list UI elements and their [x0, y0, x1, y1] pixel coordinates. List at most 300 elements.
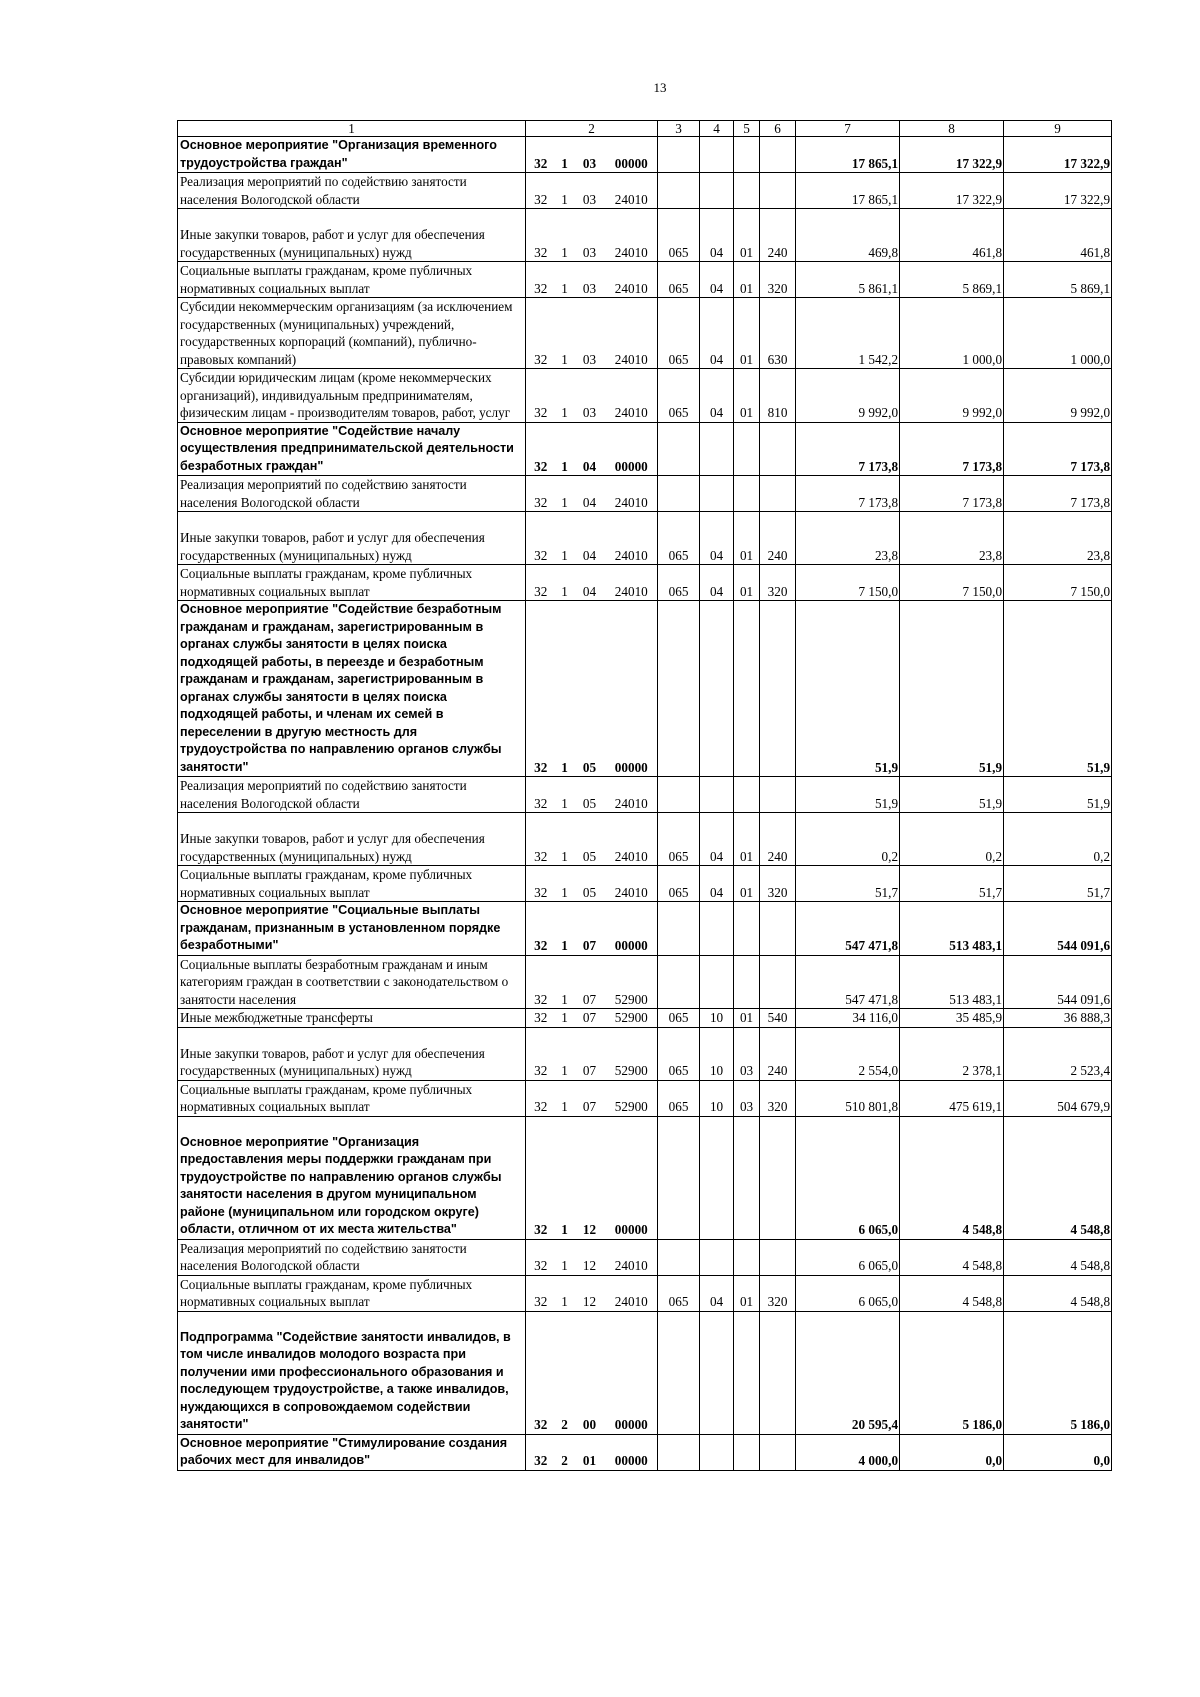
- amount-col-7: 34 116,0: [796, 1009, 900, 1028]
- target-code-direction: 24010: [606, 1275, 658, 1311]
- target-code-subprogram: 2: [556, 1434, 574, 1470]
- target-code-direction: 24010: [606, 173, 658, 209]
- amount-col-8: 7 173,8: [900, 422, 1004, 476]
- target-code-activity: 07: [574, 902, 606, 956]
- amount-col-7: 547 471,8: [796, 902, 900, 956]
- amount-col-8: 7 173,8: [900, 476, 1004, 512]
- table-row: [178, 955, 1112, 1009]
- row-description: Социальные выплаты гражданам, кроме публичных нормативных социальных выплат: [178, 565, 526, 601]
- amount-col-9: 7 150,0: [1004, 565, 1112, 601]
- amount-col-8: 23,8: [900, 512, 1004, 565]
- section-code: 10: [700, 1009, 734, 1028]
- amount-col-8: 51,9: [900, 601, 1004, 777]
- amount-col-7: 510 801,8: [796, 1080, 900, 1116]
- grbs-code: 065: [658, 813, 700, 866]
- amount-col-8: 7 150,0: [900, 565, 1004, 601]
- amount-col-8: 4 548,8: [900, 1239, 1004, 1275]
- amount-col-9: 1 000,0: [1004, 298, 1112, 369]
- header-row: [178, 121, 1112, 137]
- amount-col-7: 51,7: [796, 866, 900, 902]
- row-description: Социальные выплаты безработным гражданам и иным категориям граждан в соответствии с законодательством о занятости населения: [178, 955, 526, 1009]
- amount-col-8: 2 378,1: [900, 1027, 1004, 1080]
- expense-type-code: [760, 173, 796, 209]
- amount-col-8: 17 322,9: [900, 137, 1004, 173]
- target-code-direction: 24010: [606, 369, 658, 423]
- target-code-subprogram: 1: [556, 955, 574, 1009]
- subsection-code: [734, 955, 760, 1009]
- subsection-code: [734, 1239, 760, 1275]
- subsection-code: [734, 1116, 760, 1239]
- subsection-code: 01: [734, 1275, 760, 1311]
- grbs-code: 065: [658, 1275, 700, 1311]
- header-cell: 8: [900, 121, 1004, 137]
- target-code-subprogram: 1: [556, 209, 574, 262]
- subsection-code: 01: [734, 565, 760, 601]
- amount-col-7: 51,9: [796, 777, 900, 813]
- table-row: [178, 476, 1112, 512]
- amount-col-9: 23,8: [1004, 512, 1112, 565]
- grbs-code: 065: [658, 565, 700, 601]
- amount-col-9: 544 091,6: [1004, 902, 1112, 956]
- amount-col-8: 0,0: [900, 1434, 1004, 1470]
- target-code-activity: 03: [574, 298, 606, 369]
- grbs-code: 065: [658, 1027, 700, 1080]
- amount-col-8: 35 485,9: [900, 1009, 1004, 1028]
- amount-col-9: 17 322,9: [1004, 137, 1112, 173]
- expense-type-code: [760, 476, 796, 512]
- amount-col-8: 461,8: [900, 209, 1004, 262]
- subsection-code: [734, 1311, 760, 1434]
- amount-col-9: 5 186,0: [1004, 1311, 1112, 1434]
- target-code-subprogram: 1: [556, 902, 574, 956]
- amount-col-8: 51,9: [900, 777, 1004, 813]
- amount-col-9: 2 523,4: [1004, 1027, 1112, 1080]
- amount-col-7: 9 992,0: [796, 369, 900, 423]
- target-code-program: 32: [526, 137, 556, 173]
- section-code: 04: [700, 369, 734, 423]
- target-code-subprogram: 1: [556, 1027, 574, 1080]
- section-code: [700, 137, 734, 173]
- target-code-program: 32: [526, 262, 556, 298]
- amount-col-7: 7 173,8: [796, 476, 900, 512]
- target-code-activity: 12: [574, 1239, 606, 1275]
- subsection-code: [734, 137, 760, 173]
- amount-col-9: 544 091,6: [1004, 955, 1112, 1009]
- target-code-direction: 00000: [606, 1311, 658, 1434]
- target-code-direction: 24010: [606, 866, 658, 902]
- expense-type-code: 320: [760, 262, 796, 298]
- target-code-subprogram: 1: [556, 1009, 574, 1028]
- table-row: [178, 137, 1112, 173]
- grbs-code: 065: [658, 262, 700, 298]
- section-code: [700, 422, 734, 476]
- expense-type-code: [760, 777, 796, 813]
- amount-col-8: 4 548,8: [900, 1116, 1004, 1239]
- table-row: [178, 902, 1112, 956]
- expense-type-code: 240: [760, 209, 796, 262]
- row-description: Основное мероприятие "Содействие безработным гражданам и гражданам, зарегистрированным в органах службы занятости в целях поиска подходящей работы, в переезде и безработным гражданам и гражданам, зарегистрированным в органах службы занятости в целях поиска подходящей работы, и членам их семей в переселении в другую местность для трудоустройства по направлению органов службы занятости": [178, 601, 526, 777]
- target-code-program: 32: [526, 866, 556, 902]
- target-code-activity: 03: [574, 262, 606, 298]
- subsection-code: [734, 422, 760, 476]
- amount-col-8: 4 548,8: [900, 1275, 1004, 1311]
- target-code-subprogram: 1: [556, 298, 574, 369]
- grbs-code: 065: [658, 1080, 700, 1116]
- target-code-program: 32: [526, 1080, 556, 1116]
- target-code-direction: 24010: [606, 1239, 658, 1275]
- grbs-code: 065: [658, 298, 700, 369]
- row-description-text: Иные закупки товаров, работ и услуг для обеспечения государственных (муниципальных) нужд: [180, 530, 485, 563]
- target-code-activity: 00: [574, 1311, 606, 1434]
- section-code: 04: [700, 813, 734, 866]
- amount-col-9: 17 322,9: [1004, 173, 1112, 209]
- target-code-direction: 00000: [606, 1116, 658, 1239]
- header-cell: 5: [734, 121, 760, 137]
- row-spacer: [180, 1117, 523, 1134]
- subsection-code: [734, 1434, 760, 1470]
- target-code-activity: 05: [574, 601, 606, 777]
- expense-type-code: [760, 1311, 796, 1434]
- row-description: Основное мероприятие "Стимулирование создания рабочих мест для инвалидов": [178, 1434, 526, 1470]
- grbs-code: 065: [658, 369, 700, 423]
- expense-type-code: [760, 902, 796, 956]
- row-description: Социальные выплаты гражданам, кроме публичных нормативных социальных выплат: [178, 1080, 526, 1116]
- section-code: 10: [700, 1080, 734, 1116]
- row-description: Социальные выплаты гражданам, кроме публичных нормативных социальных выплат: [178, 262, 526, 298]
- target-code-program: 32: [526, 476, 556, 512]
- budget-table: [177, 120, 1112, 1471]
- target-code-program: 32: [526, 512, 556, 565]
- target-code-program: 32: [526, 955, 556, 1009]
- header-cell: 4: [700, 121, 734, 137]
- amount-col-9: 461,8: [1004, 209, 1112, 262]
- section-code: 04: [700, 1275, 734, 1311]
- target-code-activity: 01: [574, 1434, 606, 1470]
- amount-col-8: 5 186,0: [900, 1311, 1004, 1434]
- target-code-direction: 24010: [606, 209, 658, 262]
- row-description: [178, 813, 526, 866]
- subsection-code: 03: [734, 1080, 760, 1116]
- target-code-subprogram: 1: [556, 1080, 574, 1116]
- target-code-subprogram: 1: [556, 1116, 574, 1239]
- row-description: Реализация мероприятий по содействию занятости населения Вологодской области: [178, 173, 526, 209]
- amount-col-9: 51,7: [1004, 866, 1112, 902]
- table-row: [178, 1275, 1112, 1311]
- target-code-subprogram: 1: [556, 262, 574, 298]
- target-code-program: 32: [526, 369, 556, 423]
- section-code: [700, 777, 734, 813]
- header-cell: 3: [658, 121, 700, 137]
- row-description: Основное мероприятие "Содействие началу осуществления предпринимательской деятельности безработных граждан": [178, 422, 526, 476]
- target-code-activity: 05: [574, 813, 606, 866]
- expense-type-code: [760, 1239, 796, 1275]
- table-row: [178, 565, 1112, 601]
- target-code-program: 32: [526, 422, 556, 476]
- amount-col-9: 9 992,0: [1004, 369, 1112, 423]
- grbs-code: [658, 902, 700, 956]
- target-code-direction: 52900: [606, 1009, 658, 1028]
- amount-col-9: 51,9: [1004, 777, 1112, 813]
- row-description: Основное мероприятие "Организация временного трудоустройства граждан": [178, 137, 526, 173]
- amount-col-9: 4 548,8: [1004, 1116, 1112, 1239]
- target-code-program: 32: [526, 565, 556, 601]
- target-code-direction: 24010: [606, 262, 658, 298]
- amount-col-9: 7 173,8: [1004, 476, 1112, 512]
- table-row: [178, 1009, 1112, 1028]
- row-spacer: [180, 209, 523, 226]
- row-description-text: Подпрограмма "Содействие занятости инвалидов, в том числе инвалидов молодого возраста при получении ими профессионального образования и последующем трудоустройстве, а также инвалидов, нуждающихся в сопровождаемом содействии занятости": [180, 1329, 511, 1431]
- section-code: 10: [700, 1027, 734, 1080]
- amount-col-7: 4 000,0: [796, 1434, 900, 1470]
- target-code-activity: 07: [574, 1027, 606, 1080]
- table-row: [178, 1116, 1112, 1239]
- amount-col-9: 4 548,8: [1004, 1275, 1112, 1311]
- section-code: [700, 902, 734, 956]
- row-description: Иные межбюджетные трансферты: [178, 1009, 526, 1028]
- target-code-direction: 24010: [606, 298, 658, 369]
- row-description: Социальные выплаты гражданам, кроме публичных нормативных социальных выплат: [178, 1275, 526, 1311]
- target-code-program: 32: [526, 1434, 556, 1470]
- row-description-text: Основное мероприятие "Организация предоставления меры поддержки гражданам при трудоустройстве по направлению органов службы занятости населения в другом муниципальном районе (муниципальном или городском округе) области, отличном от их места жительства": [180, 1134, 502, 1236]
- amount-col-7: 5 861,1: [796, 262, 900, 298]
- grbs-code: 065: [658, 512, 700, 565]
- expense-type-code: 540: [760, 1009, 796, 1028]
- target-code-subprogram: 1: [556, 1239, 574, 1275]
- header-cell: 2: [526, 121, 658, 137]
- target-code-direction: 24010: [606, 813, 658, 866]
- grbs-code: [658, 476, 700, 512]
- section-code: 04: [700, 565, 734, 601]
- row-description: Реализация мероприятий по содействию занятости населения Вологодской области: [178, 777, 526, 813]
- target-code-direction: 24010: [606, 565, 658, 601]
- target-code-program: 32: [526, 813, 556, 866]
- table-row: [178, 866, 1112, 902]
- subsection-code: [734, 173, 760, 209]
- target-code-direction: 24010: [606, 476, 658, 512]
- target-code-activity: 07: [574, 955, 606, 1009]
- grbs-code: 065: [658, 209, 700, 262]
- subsection-code: [734, 902, 760, 956]
- table-row: [178, 1027, 1112, 1080]
- row-description-text: Иные закупки товаров, работ и услуг для обеспечения государственных (муниципальных) нужд: [180, 227, 485, 260]
- amount-col-9: 51,9: [1004, 601, 1112, 777]
- amount-col-9: 4 548,8: [1004, 1239, 1112, 1275]
- amount-col-8: 9 992,0: [900, 369, 1004, 423]
- section-code: [700, 601, 734, 777]
- target-code-program: 32: [526, 173, 556, 209]
- amount-col-9: 7 173,8: [1004, 422, 1112, 476]
- target-code-subprogram: 1: [556, 512, 574, 565]
- target-code-subprogram: 1: [556, 813, 574, 866]
- amount-col-8: 1 000,0: [900, 298, 1004, 369]
- grbs-code: [658, 137, 700, 173]
- target-code-subprogram: 1: [556, 866, 574, 902]
- row-spacer: [180, 512, 523, 529]
- row-description: [178, 512, 526, 565]
- amount-col-9: 5 869,1: [1004, 262, 1112, 298]
- table-row: [178, 173, 1112, 209]
- expense-type-code: 240: [760, 512, 796, 565]
- amount-col-7: 51,9: [796, 601, 900, 777]
- subsection-code: 01: [734, 813, 760, 866]
- target-code-activity: 03: [574, 173, 606, 209]
- table-row: [178, 1311, 1112, 1434]
- row-description: Реализация мероприятий по содействию занятости населения Вологодской области: [178, 1239, 526, 1275]
- target-code-subprogram: 2: [556, 1311, 574, 1434]
- amount-col-7: 6 065,0: [796, 1239, 900, 1275]
- table-row: [178, 1239, 1112, 1275]
- grbs-code: [658, 1116, 700, 1239]
- target-code-direction: 24010: [606, 512, 658, 565]
- table-row: [178, 1080, 1112, 1116]
- section-code: 04: [700, 298, 734, 369]
- amount-col-7: 469,8: [796, 209, 900, 262]
- section-code: [700, 1116, 734, 1239]
- expense-type-code: [760, 137, 796, 173]
- target-code-activity: 05: [574, 777, 606, 813]
- section-code: 04: [700, 866, 734, 902]
- target-code-program: 32: [526, 777, 556, 813]
- section-code: [700, 1311, 734, 1434]
- target-code-activity: 07: [574, 1080, 606, 1116]
- header-cell: 7: [796, 121, 900, 137]
- amount-col-7: 6 065,0: [796, 1275, 900, 1311]
- row-description-text: Иные закупки товаров, работ и услуг для обеспечения государственных (муниципальных) нужд: [180, 831, 485, 864]
- grbs-code: [658, 955, 700, 1009]
- amount-col-9: 0,2: [1004, 813, 1112, 866]
- target-code-program: 32: [526, 1275, 556, 1311]
- amount-col-7: 2 554,0: [796, 1027, 900, 1080]
- row-description: [178, 209, 526, 262]
- table-row: [178, 813, 1112, 866]
- expense-type-code: 240: [760, 813, 796, 866]
- target-code-direction: 52900: [606, 1080, 658, 1116]
- amount-col-8: 513 483,1: [900, 902, 1004, 956]
- grbs-code: [658, 1239, 700, 1275]
- row-description: [178, 1311, 526, 1434]
- amount-col-7: 17 865,1: [796, 173, 900, 209]
- subsection-code: 01: [734, 1009, 760, 1028]
- target-code-activity: 03: [574, 209, 606, 262]
- subsection-code: 01: [734, 298, 760, 369]
- section-code: [700, 1434, 734, 1470]
- target-code-subprogram: 1: [556, 422, 574, 476]
- row-spacer: [180, 1028, 523, 1045]
- header-cell: 9: [1004, 121, 1112, 137]
- amount-col-7: 7 173,8: [796, 422, 900, 476]
- target-code-subprogram: 1: [556, 476, 574, 512]
- section-code: 04: [700, 209, 734, 262]
- target-code-activity: 03: [574, 369, 606, 423]
- amount-col-7: 0,2: [796, 813, 900, 866]
- target-code-program: 32: [526, 1027, 556, 1080]
- amount-col-8: 0,2: [900, 813, 1004, 866]
- expense-type-code: [760, 955, 796, 1009]
- amount-col-7: 1 542,2: [796, 298, 900, 369]
- row-description-text: Иные закупки товаров, работ и услуг для обеспечения государственных (муниципальных) нужд: [180, 1045, 485, 1078]
- target-code-program: 32: [526, 902, 556, 956]
- target-code-direction: 52900: [606, 1027, 658, 1080]
- target-code-subprogram: 1: [556, 777, 574, 813]
- target-code-activity: 03: [574, 137, 606, 173]
- grbs-code: [658, 601, 700, 777]
- subsection-code: [734, 777, 760, 813]
- amount-col-7: 547 471,8: [796, 955, 900, 1009]
- row-description: Социальные выплаты гражданам, кроме публичных нормативных социальных выплат: [178, 866, 526, 902]
- row-spacer: [180, 1312, 523, 1329]
- row-description: [178, 1027, 526, 1080]
- row-description: Субсидии юридическим лицам (кроме некоммерческих организаций), индивидуальным предпринимателям, физическим лицам - производителям товаров, работ, услуг: [178, 369, 526, 423]
- target-code-direction: 00000: [606, 422, 658, 476]
- target-code-direction: 24010: [606, 777, 658, 813]
- table-row: [178, 777, 1112, 813]
- section-code: 04: [700, 512, 734, 565]
- expense-type-code: [760, 601, 796, 777]
- target-code-activity: 04: [574, 565, 606, 601]
- expense-type-code: 320: [760, 1275, 796, 1311]
- expense-type-code: [760, 1434, 796, 1470]
- target-code-program: 32: [526, 1009, 556, 1028]
- expense-type-code: 630: [760, 298, 796, 369]
- amount-col-7: 7 150,0: [796, 565, 900, 601]
- target-code-program: 32: [526, 601, 556, 777]
- amount-col-8: 5 869,1: [900, 262, 1004, 298]
- amount-col-7: 17 865,1: [796, 137, 900, 173]
- amount-col-8: 513 483,1: [900, 955, 1004, 1009]
- grbs-code: 065: [658, 866, 700, 902]
- subsection-code: 01: [734, 866, 760, 902]
- target-code-program: 32: [526, 209, 556, 262]
- subsection-code: 01: [734, 369, 760, 423]
- subsection-code: 01: [734, 512, 760, 565]
- header-cell: 6: [760, 121, 796, 137]
- target-code-activity: 07: [574, 1009, 606, 1028]
- amount-col-9: 0,0: [1004, 1434, 1112, 1470]
- table-row: [178, 209, 1112, 262]
- expense-type-code: 320: [760, 866, 796, 902]
- grbs-code: [658, 173, 700, 209]
- amount-col-8: 475 619,1: [900, 1080, 1004, 1116]
- target-code-activity: 12: [574, 1275, 606, 1311]
- subsection-code: 03: [734, 1027, 760, 1080]
- target-code-activity: 12: [574, 1116, 606, 1239]
- target-code-activity: 04: [574, 512, 606, 565]
- target-code-program: 32: [526, 1239, 556, 1275]
- amount-col-7: 6 065,0: [796, 1116, 900, 1239]
- row-description: [178, 1116, 526, 1239]
- target-code-activity: 04: [574, 422, 606, 476]
- grbs-code: 065: [658, 1009, 700, 1028]
- target-code-direction: 52900: [606, 955, 658, 1009]
- grbs-code: [658, 422, 700, 476]
- page-number: 13: [653, 80, 667, 95]
- target-code-subprogram: 1: [556, 601, 574, 777]
- amount-col-8: 17 322,9: [900, 173, 1004, 209]
- subsection-code: [734, 601, 760, 777]
- table-row: [178, 512, 1112, 565]
- expense-type-code: [760, 422, 796, 476]
- target-code-program: 32: [526, 1116, 556, 1239]
- table-body: [178, 137, 1112, 1471]
- table-row: [178, 601, 1112, 777]
- section-code: [700, 1239, 734, 1275]
- table-row: [178, 422, 1112, 476]
- amount-col-9: 36 888,3: [1004, 1009, 1112, 1028]
- target-code-direction: 00000: [606, 1434, 658, 1470]
- expense-type-code: 810: [760, 369, 796, 423]
- header-cell: 1: [178, 121, 526, 137]
- target-code-subprogram: 1: [556, 565, 574, 601]
